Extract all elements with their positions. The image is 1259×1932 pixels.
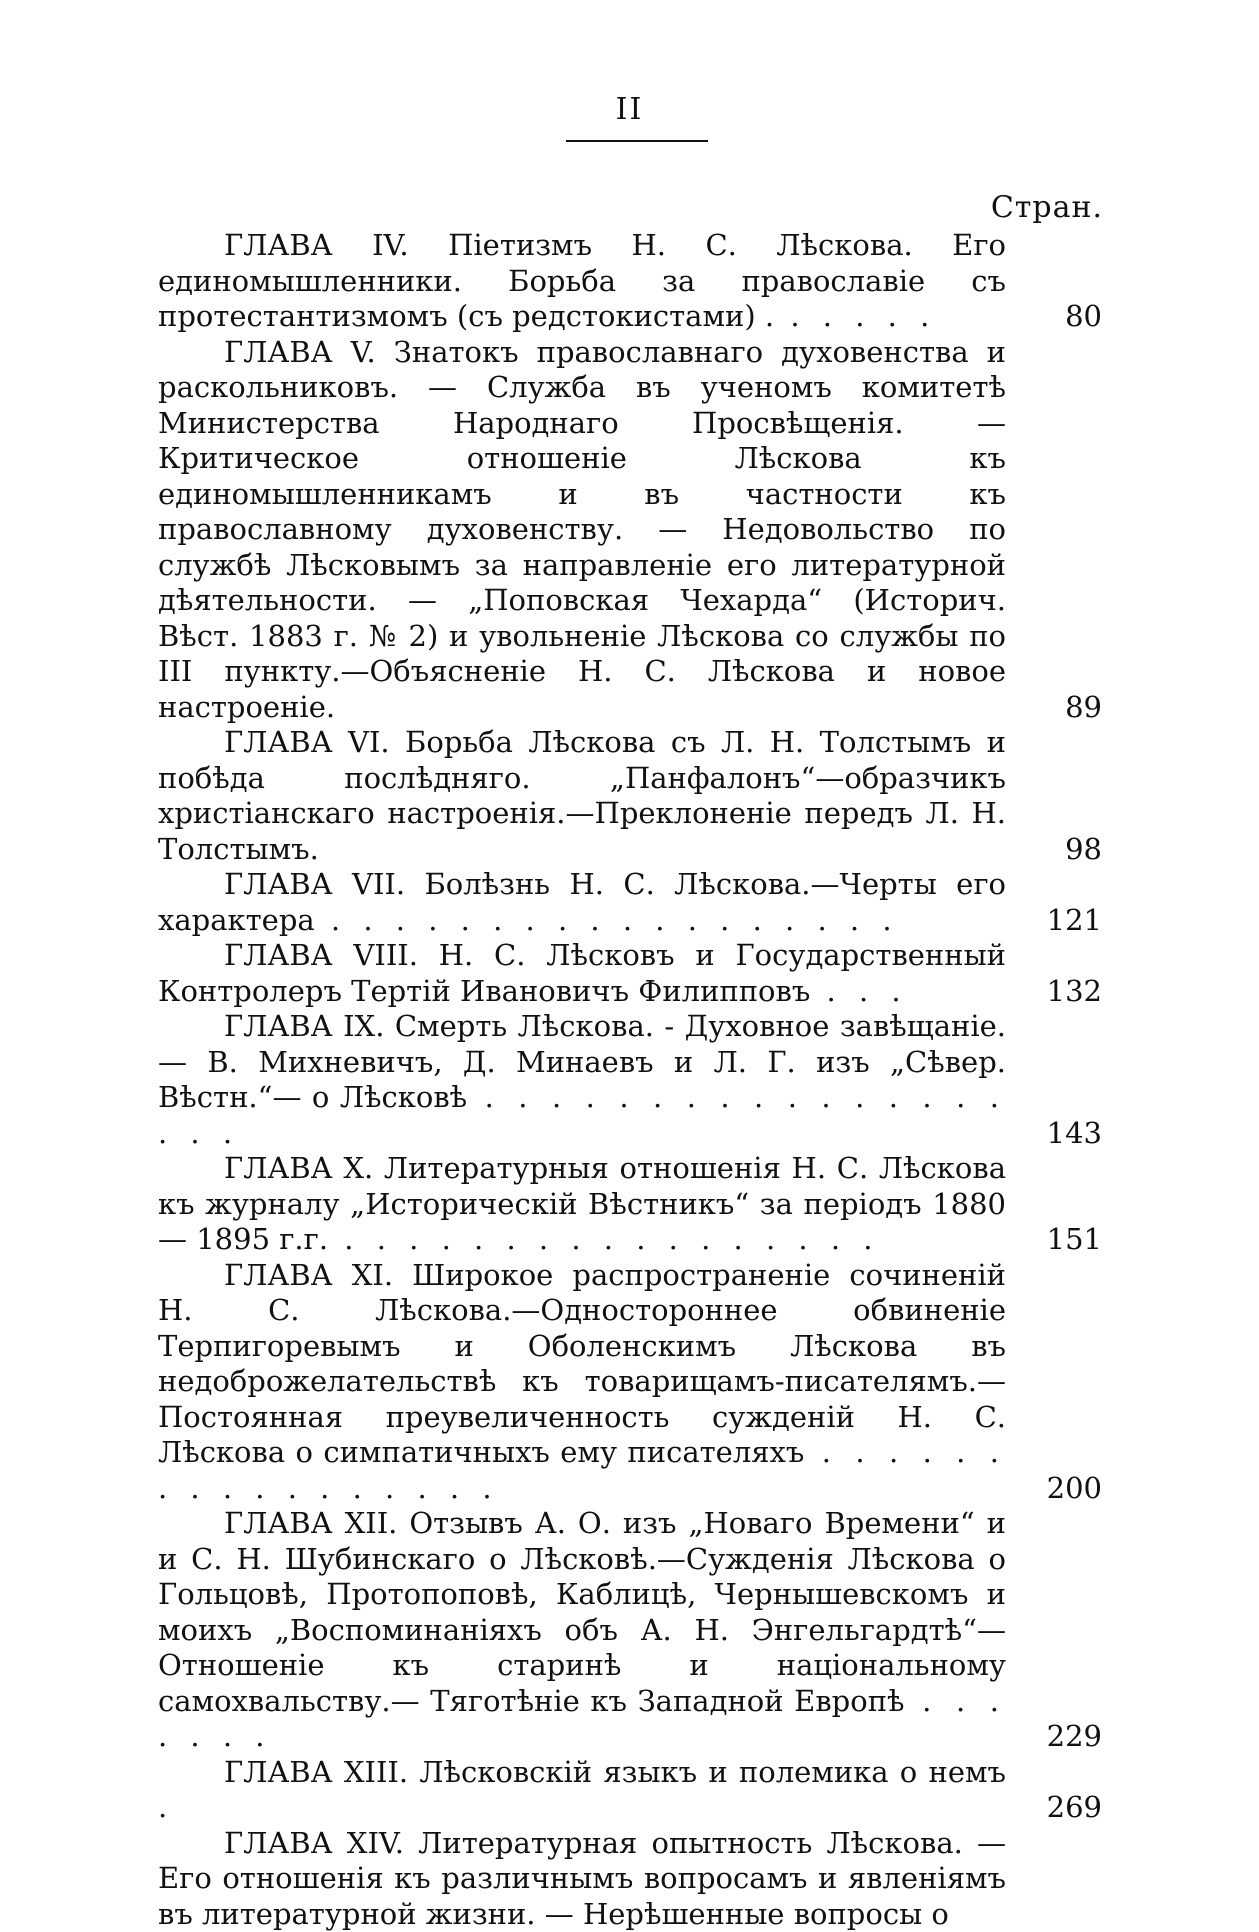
toc-entry-text: ГЛАВА XIII. Лѣсковскій языкъ и полемика о немъ .: [158, 1755, 1006, 1825]
toc-entry-chapter-12: [158, 1506, 1102, 1755]
toc-page-number: 143: [1006, 1116, 1102, 1152]
toc-page-number: 132: [1006, 974, 1102, 1010]
toc-entry-text: ГЛАВА VII. Болѣзнь Н. С. Лѣскова.—Черты его характера: [158, 867, 1006, 937]
toc-entry-chapter-6: [158, 725, 1102, 867]
toc-entry-text: ГЛАВА VIII. Н. С. Лѣсковъ и Государственный Контролеръ Тертій Ивановичъ Филипповъ: [158, 938, 1006, 1008]
dot-leader: . . . . . . . . . . . . . . . . .: [328, 1222, 879, 1256]
toc-entry-text: ГЛАВА VI. Борьба Лѣскова съ Л. Н. Толстымъ и побѣда послѣдняго. „Панфалонъ“—образчикъ христіанскаго настроенія.—Преклоненіе передъ Л. Н. Толстымъ.: [158, 725, 1006, 866]
table-of-contents: [158, 228, 1102, 1932]
toc-entry-chapter-11: [158, 1258, 1102, 1507]
toc-entry-chapter-5: [158, 335, 1102, 726]
dot-leader: . . . . . . . . . . . . . . . . . .: [315, 903, 899, 937]
page-column-header: Стран.: [991, 190, 1103, 225]
toc-entry-chapter-7: [158, 867, 1102, 938]
page-number: II: [0, 92, 1259, 127]
toc-entry-chapter-8: [158, 938, 1102, 1009]
header-rule: [566, 140, 708, 142]
toc-page-number: 151: [1006, 1222, 1102, 1258]
toc-page-number: 121: [1006, 903, 1102, 939]
toc-entry-chapter-13: [158, 1755, 1102, 1826]
toc-page-number: 89: [1006, 690, 1102, 726]
toc-entry-text: ГЛАВА IX. Смерть Лѣскова. - Духовное завѣщаніе.— В. Михневичъ, Д. Минаевъ и Л. Г. изъ „Сѣвер. Вѣстн.“— о Лѣсковѣ: [158, 1009, 1006, 1114]
toc-entry-text: ГЛАВА XI. Широкое распространеніе сочиненій Н. С. Лѣскова.—Одностороннее обвиненіе Терпигоревымъ и Оболенскимъ Лѣскова въ недоброжелательствѣ къ товарищамъ-писателямъ.—Постоянная преувеличенность сужденій Н. С. Лѣскова о симпатичныхъ ему писателяхъ: [158, 1258, 1006, 1470]
dot-leader: . . . . . . .: [158, 1684, 1006, 1754]
toc-entry-text: ГЛАВА IV. Піетизмъ Н. С. Лѣскова. Его единомышленники. Борьба за православіе съ протестантизмомъ (съ редстокистами) .: [158, 228, 1006, 333]
toc-page-number: 80: [1006, 299, 1102, 335]
toc-entry-text: ГЛАВА X. Литературныя отношенія Н. С. Лѣскова къ журналу „Историческій Вѣстникъ“ за періодъ 1880— 1895 г.г.: [158, 1151, 1006, 1256]
toc-entry-chapter-9: [158, 1009, 1102, 1151]
dot-leader: . . . . .: [774, 299, 936, 333]
toc-entry-chapter-10: [158, 1151, 1102, 1258]
toc-entry-text: ГЛАВА XII. Отзывъ А. О. изъ „Новаго Времени“ и и С. Н. Шубинскаго о Лѣсковѣ.—Сужденія Лѣскова о Гольцовѣ, Протопоповѣ, Каблицѣ, Чернышевскомъ и моихъ „Воспоминаніяхъ объ А. Н. Энгельгардтѣ“—Отношеніе къ старинѣ и національному самохвальству.— Тяготѣніе къ Западной Европѣ: [158, 1506, 1006, 1718]
toc-page-number: 269: [1006, 1790, 1102, 1826]
dot-leader: . . . . . . . . . . . . . . . . .: [158, 1435, 1006, 1505]
toc-page-number: 98: [1006, 832, 1102, 868]
dot-leader: . . . . . . . . . . . . . . . . . . .: [158, 1080, 1006, 1150]
toc-entry-chapter-4: [158, 228, 1102, 335]
toc-entry-text: ГЛАВА V. Знатокъ православнаго духовенства и раскольниковъ. — Служба въ ученомъ комитетѣ Министерства Народнаго Просвѣщенія. — Критическое отношеніе Лѣскова къ единомышленникамъ и въ частности къ православному духовенству. — Недовольство по службѣ Лѣсковымъ за направленіе его литературной дѣятельности. — „Поповская Чехарда“ (Историч. Вѣст. 1883 г. № 2) и увольненіе Лѣскова со службы по III пункту.—Объясненіе Н. С. Лѣскова и новое настроеніе.: [158, 335, 1006, 724]
toc-entry-chapter-14: [158, 1826, 1102, 1932]
toc-page-number: 200: [1006, 1471, 1102, 1507]
toc-page-number: 229: [1006, 1719, 1102, 1755]
dot-leader: . . .: [810, 974, 907, 1008]
toc-entry-text: ГЛАВА XIV. Литературная опытность Лѣскова. — Его отношенія къ различнымъ вопросамъ и явленіямъ въ литературной жизни. — Нерѣшенные вопросы о: [158, 1826, 1006, 1931]
